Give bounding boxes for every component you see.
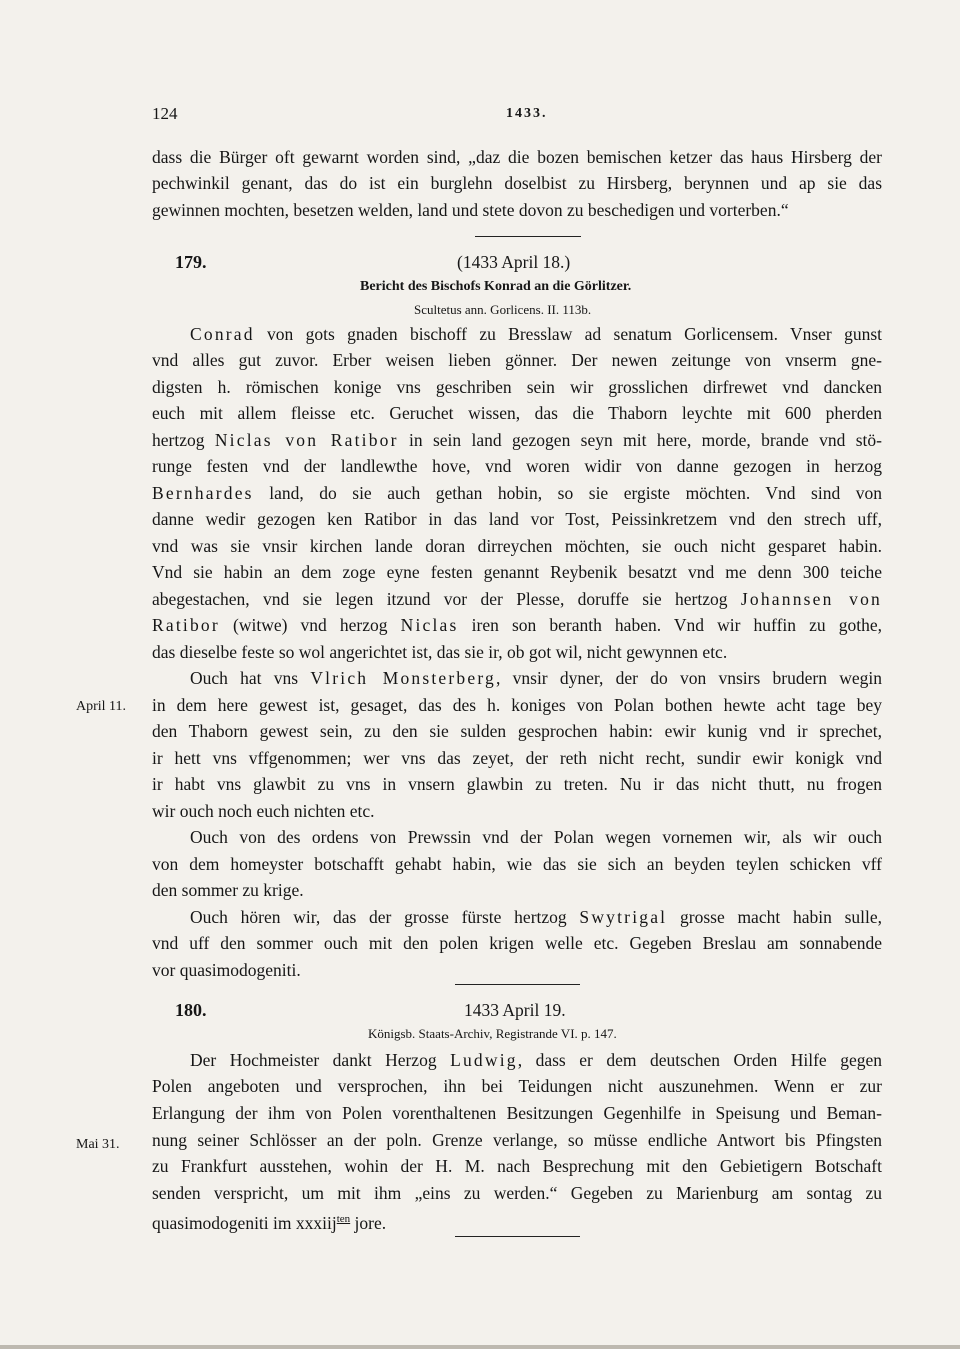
body-line: ir habt vns glawbit zu vns in vnsern glawbin zu treten. Nu ir das nicht thutt, nu frogen (152, 774, 882, 794)
body-line: zu Frankfurt ausstehen, wohin der H. M. nach Besprechung mit den Gebietigern Botschaft (152, 1156, 882, 1176)
body-line: danne wedir gezogen ken Ratibor in das land vor Tost, Peissinkretzem vnd den strech uff, (152, 509, 882, 529)
body-line: runge festen vnd der landlewthe hove, vnd woren widir von danne gezogen in herzog (152, 456, 882, 476)
section-divider (455, 984, 580, 985)
body-line: euch mit allem fleisse etc. Geruchet wissen, das die Thaborn leychte mit 600 pherden (152, 403, 882, 423)
scan-edge (0, 1345, 960, 1349)
intro-line: gewinnen mochten, besetzen welden, land und stete dovon zu beschedigen und vorterben.“ (152, 200, 789, 220)
body-line: vnd alles gut zuvor. Erber weisen lieben gönner. Der newen zeitunge von vnserm gne- (152, 350, 882, 370)
body-line: ir hett vns vffgenommen; wer vns das zeyet, der reth nicht recht, sundir ewir konigk vnd (152, 748, 882, 768)
body-line: Ouch von des ordens von Prewssin vnd der Polan wegen vornemen wir, als wir ouch (190, 827, 882, 847)
body-line: wir ouch noch euch nichten etc. (152, 801, 375, 821)
body-line: Polen angeboten und versprochen, ihn bei Teidungen nicht auszunehmen. Wenn er zur (152, 1076, 882, 1096)
document-number: 180. (175, 1000, 207, 1020)
body-line: digsten h. römischen konige vns geschriben sein wir grosslichen dirfrewet vnd dancken (152, 377, 882, 397)
margin-note: Mai 31. (76, 1137, 120, 1152)
page-header (152, 104, 878, 128)
body-line: abegestachen, vnd sie legen itzund vor der Plesse, doruffe sie hertzog Johannsen von (152, 589, 882, 609)
body-line: Bernhardes land, do sie auch gethan hobin, so sie ergiste möchten. Vnd sind von (152, 483, 882, 503)
body-line: den Thaborn gewest sein, zu den sie sulden gesprochen habin: ewir kunig vnd ir sprechet, (152, 721, 882, 741)
intro-line: dass die Bürger oft gewarnt worden sind, „daz die bozen bemischen ketzer das haus Hirsberg der (152, 147, 882, 167)
document-date: 1433 April 19. (464, 1000, 566, 1020)
body-line: Ouch hat vns Vlrich Monsterberg, vnsir dyner, der do von vnsirs brudern wegin (190, 668, 882, 688)
document-source: Königsb. Staats-Archiv, Registrande VI. p. 147. (368, 1026, 617, 1041)
body-line: nung seiner Schlösser an der poln. Grenze verlange, so müsse endliche Antwort bis Pfingsten (152, 1130, 882, 1150)
document-date: (1433 April 18.) (457, 252, 571, 272)
body-line: hertzog Niclas von Ratibor in sein land gezogen seyn mit here, morde, brande vnd stö- (152, 430, 882, 450)
last-line-start: quasimodogeniti im xxxiij (152, 1212, 337, 1233)
margin-note: April 11. (76, 699, 127, 714)
body-line: den sommer zu krige. (152, 880, 304, 900)
section-divider (455, 1236, 580, 1237)
body-line: Conrad von gots gnaden bischoff zu Bresslaw ad senatum Gorlicensem. Vnser gunst (190, 324, 882, 344)
body-line: Der Hochmeister dankt Herzog Ludwig, dass er dem deutschen Orden Hilfe gegen (190, 1050, 882, 1070)
body-line: vnd uff den sommer ouch mit den polen krigen welle etc. Gegeben Breslau am sonnabende (152, 933, 882, 953)
running-year: 1433. (506, 106, 548, 121)
body-line: Ouch hören wir, das der grosse fürste hertzog Swytrigal grosse macht habin sulle, (190, 907, 882, 927)
last-line-end: jore. (350, 1212, 387, 1233)
body-line: das dieselbe feste so wol angerichtet ist, das sie ir, ob got wil, nicht gewynnen etc. (152, 642, 728, 662)
document-title: Bericht des Bischofs Konrad an die Görlitzer. (360, 279, 632, 294)
body-line: senden verspricht, um mit ihm „eins zu werden.“ Gegeben zu Marienburg am sontag zu (152, 1183, 882, 1203)
body-line (152, 1208, 452, 1234)
body-line: vor quasimodogeniti. (152, 960, 301, 980)
page-number: 124 (152, 104, 178, 123)
body-line: Erlangung der ihm von Polen vorenthaltenen Besitzungen Gegenhilfe in Speisung und Beman- (152, 1103, 882, 1123)
section-divider (475, 236, 581, 237)
body-line: in dem here gewest ist, gesaget, das des h. koniges von Polan bothen hewte acht tage bey (152, 695, 882, 715)
body-line: von dem homeyster botschafft gehabt habin, wie das sie sich an beyden teylen schicken vff (152, 854, 882, 874)
body-line: Ratibor (witwe) vnd herzog Niclas iren son beranth haben. Vnd wir huffin zu gothe, (152, 615, 882, 635)
document-number: 179. (175, 252, 207, 272)
body-line: vnd was sie vnsir kirchen lande doran dirreychen möchten, sie ouch nicht gesparet habin. (152, 536, 882, 556)
body-line: Vnd sie habin an dem zoge eyne festen genannt Reybenik besatzt vnd me denn 300 teiche (152, 562, 882, 582)
intro-line: pechwinkil genant, das do ist ein burglehn doselbist zu Hirsberg, berynnen und ap sie das (152, 173, 882, 193)
document-source: Scultetus ann. Gorlicens. II. 113b. (414, 302, 592, 317)
superscript-abbreviation: ten (336, 1213, 351, 1225)
